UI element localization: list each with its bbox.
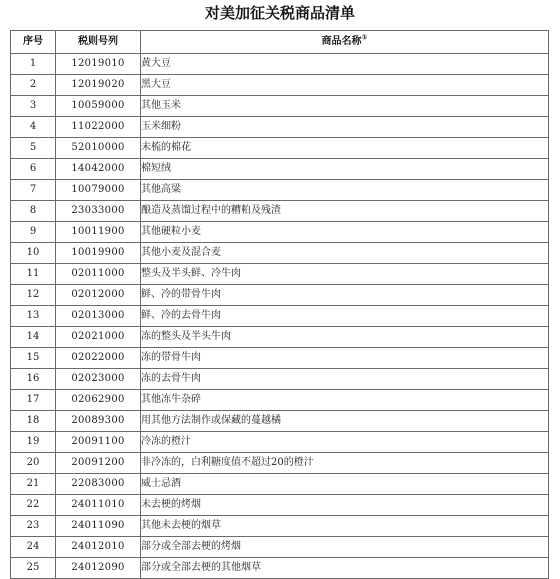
- goods-name-cell: 其他小麦及混合麦: [141, 243, 549, 264]
- table-row: [11, 537, 549, 558]
- tariff-code-cell: 02012000: [56, 285, 141, 306]
- table-row: [11, 558, 549, 579]
- table-row: [11, 180, 549, 201]
- tariff-code-cell: 20091200: [56, 453, 141, 474]
- tariff-code-cell: 10011900: [56, 222, 141, 243]
- goods-name-cell: 酿造及蒸馏过程中的糟粕及残渣: [141, 201, 549, 222]
- seq-cell: 5: [11, 138, 56, 159]
- seq-cell: 12: [11, 285, 56, 306]
- header-goods-name-label: 商品名称: [321, 36, 362, 47]
- seq-cell: 17: [11, 390, 56, 411]
- seq-cell: 9: [11, 222, 56, 243]
- tariff-code-cell: 02021000: [56, 327, 141, 348]
- goods-name-cell: 棉短绒: [141, 159, 549, 180]
- table-row: [11, 159, 549, 180]
- document-title: 对美加征关税商品清单: [204, 4, 355, 22]
- seq-cell: 6: [11, 159, 56, 180]
- tariff-code-cell: 20089300: [56, 411, 141, 432]
- tariff-code-cell: 10019900: [56, 243, 141, 264]
- seq-cell: 24: [11, 537, 56, 558]
- table-row: [11, 495, 549, 516]
- table-row: [11, 432, 549, 453]
- tariff-code-cell: 11022000: [56, 117, 141, 138]
- seq-cell: 11: [11, 264, 56, 285]
- goods-name-cell: 冻的整头及半头牛肉: [141, 327, 549, 348]
- seq-cell: 3: [11, 96, 56, 117]
- table-row: [11, 75, 549, 96]
- table-row: [11, 327, 549, 348]
- seq-cell: 14: [11, 327, 56, 348]
- header-tariff-code: 税则号列: [56, 31, 141, 54]
- goods-name-cell: 其他玉米: [141, 96, 549, 117]
- tariff-code-cell: 02023000: [56, 369, 141, 390]
- goods-name-cell: 其他硬粒小麦: [141, 222, 549, 243]
- goods-name-cell: 其他冻牛杂碎: [141, 390, 549, 411]
- table-row: [11, 348, 549, 369]
- table-row: [11, 285, 549, 306]
- table-row: [11, 243, 549, 264]
- goods-name-cell: 鲜、冷的去骨牛肉: [141, 306, 549, 327]
- goods-name-cell: 非冷冻的，白利糖度值不超过20的橙汁: [141, 453, 549, 474]
- seq-cell: 13: [11, 306, 56, 327]
- table-row: [11, 117, 549, 138]
- tariff-code-cell: 24011010: [56, 495, 141, 516]
- table-row: [11, 411, 549, 432]
- goods-name-cell: 未去梗的烤烟: [141, 495, 549, 516]
- goods-name-cell: 其他未去梗的烟草: [141, 516, 549, 537]
- seq-cell: 16: [11, 369, 56, 390]
- tariff-code-cell: 24011090: [56, 516, 141, 537]
- seq-cell: 7: [11, 180, 56, 201]
- footnote-marker: ①: [361, 33, 368, 42]
- goods-name-cell: 部分或全部去梗的其他烟草: [141, 558, 549, 579]
- tariff-code-cell: 23033000: [56, 201, 141, 222]
- goods-name-cell: 部分或全部去梗的烤烟: [141, 537, 549, 558]
- seq-cell: 21: [11, 474, 56, 495]
- seq-cell: 8: [11, 201, 56, 222]
- tariff-code-cell: 10059000: [56, 96, 141, 117]
- tariff-code-cell: 12019010: [56, 54, 141, 75]
- seq-cell: 15: [11, 348, 56, 369]
- goods-name-cell: 冻的去骨牛肉: [141, 369, 549, 390]
- table-row: [11, 96, 549, 117]
- goods-name-cell: 冷冻的橙汁: [141, 432, 549, 453]
- tariff-code-cell: 02062900: [56, 390, 141, 411]
- seq-cell: 25: [11, 558, 56, 579]
- header-seq: 序号: [11, 31, 56, 54]
- tariff-code-cell: 22083000: [56, 474, 141, 495]
- seq-cell: 18: [11, 411, 56, 432]
- tariff-code-cell: 14042000: [56, 159, 141, 180]
- goods-name-cell: 用其他方法制作或保藏的蔓越橘: [141, 411, 549, 432]
- tariff-code-cell: 24012090: [56, 558, 141, 579]
- tariff-code-cell: 10079000: [56, 180, 141, 201]
- seq-cell: 10: [11, 243, 56, 264]
- table-row: [11, 453, 549, 474]
- table-row: [11, 369, 549, 390]
- seq-cell: 19: [11, 432, 56, 453]
- header-goods-name: [141, 31, 549, 54]
- goods-name-cell: 威士忌酒: [141, 474, 549, 495]
- seq-cell: 2: [11, 75, 56, 96]
- seq-cell: 22: [11, 495, 56, 516]
- table-body: [11, 54, 549, 579]
- goods-name-cell: 未梳的棉花: [141, 138, 549, 159]
- goods-name-cell: 冻的带骨牛肉: [141, 348, 549, 369]
- tariff-code-cell: 12019020: [56, 75, 141, 96]
- table-row: [11, 390, 549, 411]
- table-header-row: [11, 31, 549, 54]
- tariff-code-cell: 24012010: [56, 537, 141, 558]
- table-row: [11, 222, 549, 243]
- table-row: [11, 264, 549, 285]
- goods-name-cell: 其他高粱: [141, 180, 549, 201]
- table-row: [11, 474, 549, 495]
- tariff-goods-table: [10, 30, 549, 579]
- table-row: [11, 516, 549, 537]
- goods-name-cell: 整头及半头鲜、冷牛肉: [141, 264, 549, 285]
- tariff-code-cell: 20091100: [56, 432, 141, 453]
- goods-name-cell: 玉米细粉: [141, 117, 549, 138]
- goods-name-cell: 黄大豆: [141, 54, 549, 75]
- table-row: [11, 138, 549, 159]
- tariff-code-cell: 02022000: [56, 348, 141, 369]
- goods-name-cell: 黑大豆: [141, 75, 549, 96]
- tariff-code-cell: 52010000: [56, 138, 141, 159]
- tariff-code-cell: 02011000: [56, 264, 141, 285]
- seq-cell: 23: [11, 516, 56, 537]
- tariff-code-cell: 02013000: [56, 306, 141, 327]
- table-row: [11, 54, 549, 75]
- table-row: [11, 201, 549, 222]
- table-row: [11, 306, 549, 327]
- goods-name-cell: 鲜、冷的带骨牛肉: [141, 285, 549, 306]
- seq-cell: 4: [11, 117, 56, 138]
- seq-cell: 1: [11, 54, 56, 75]
- seq-cell: 20: [11, 453, 56, 474]
